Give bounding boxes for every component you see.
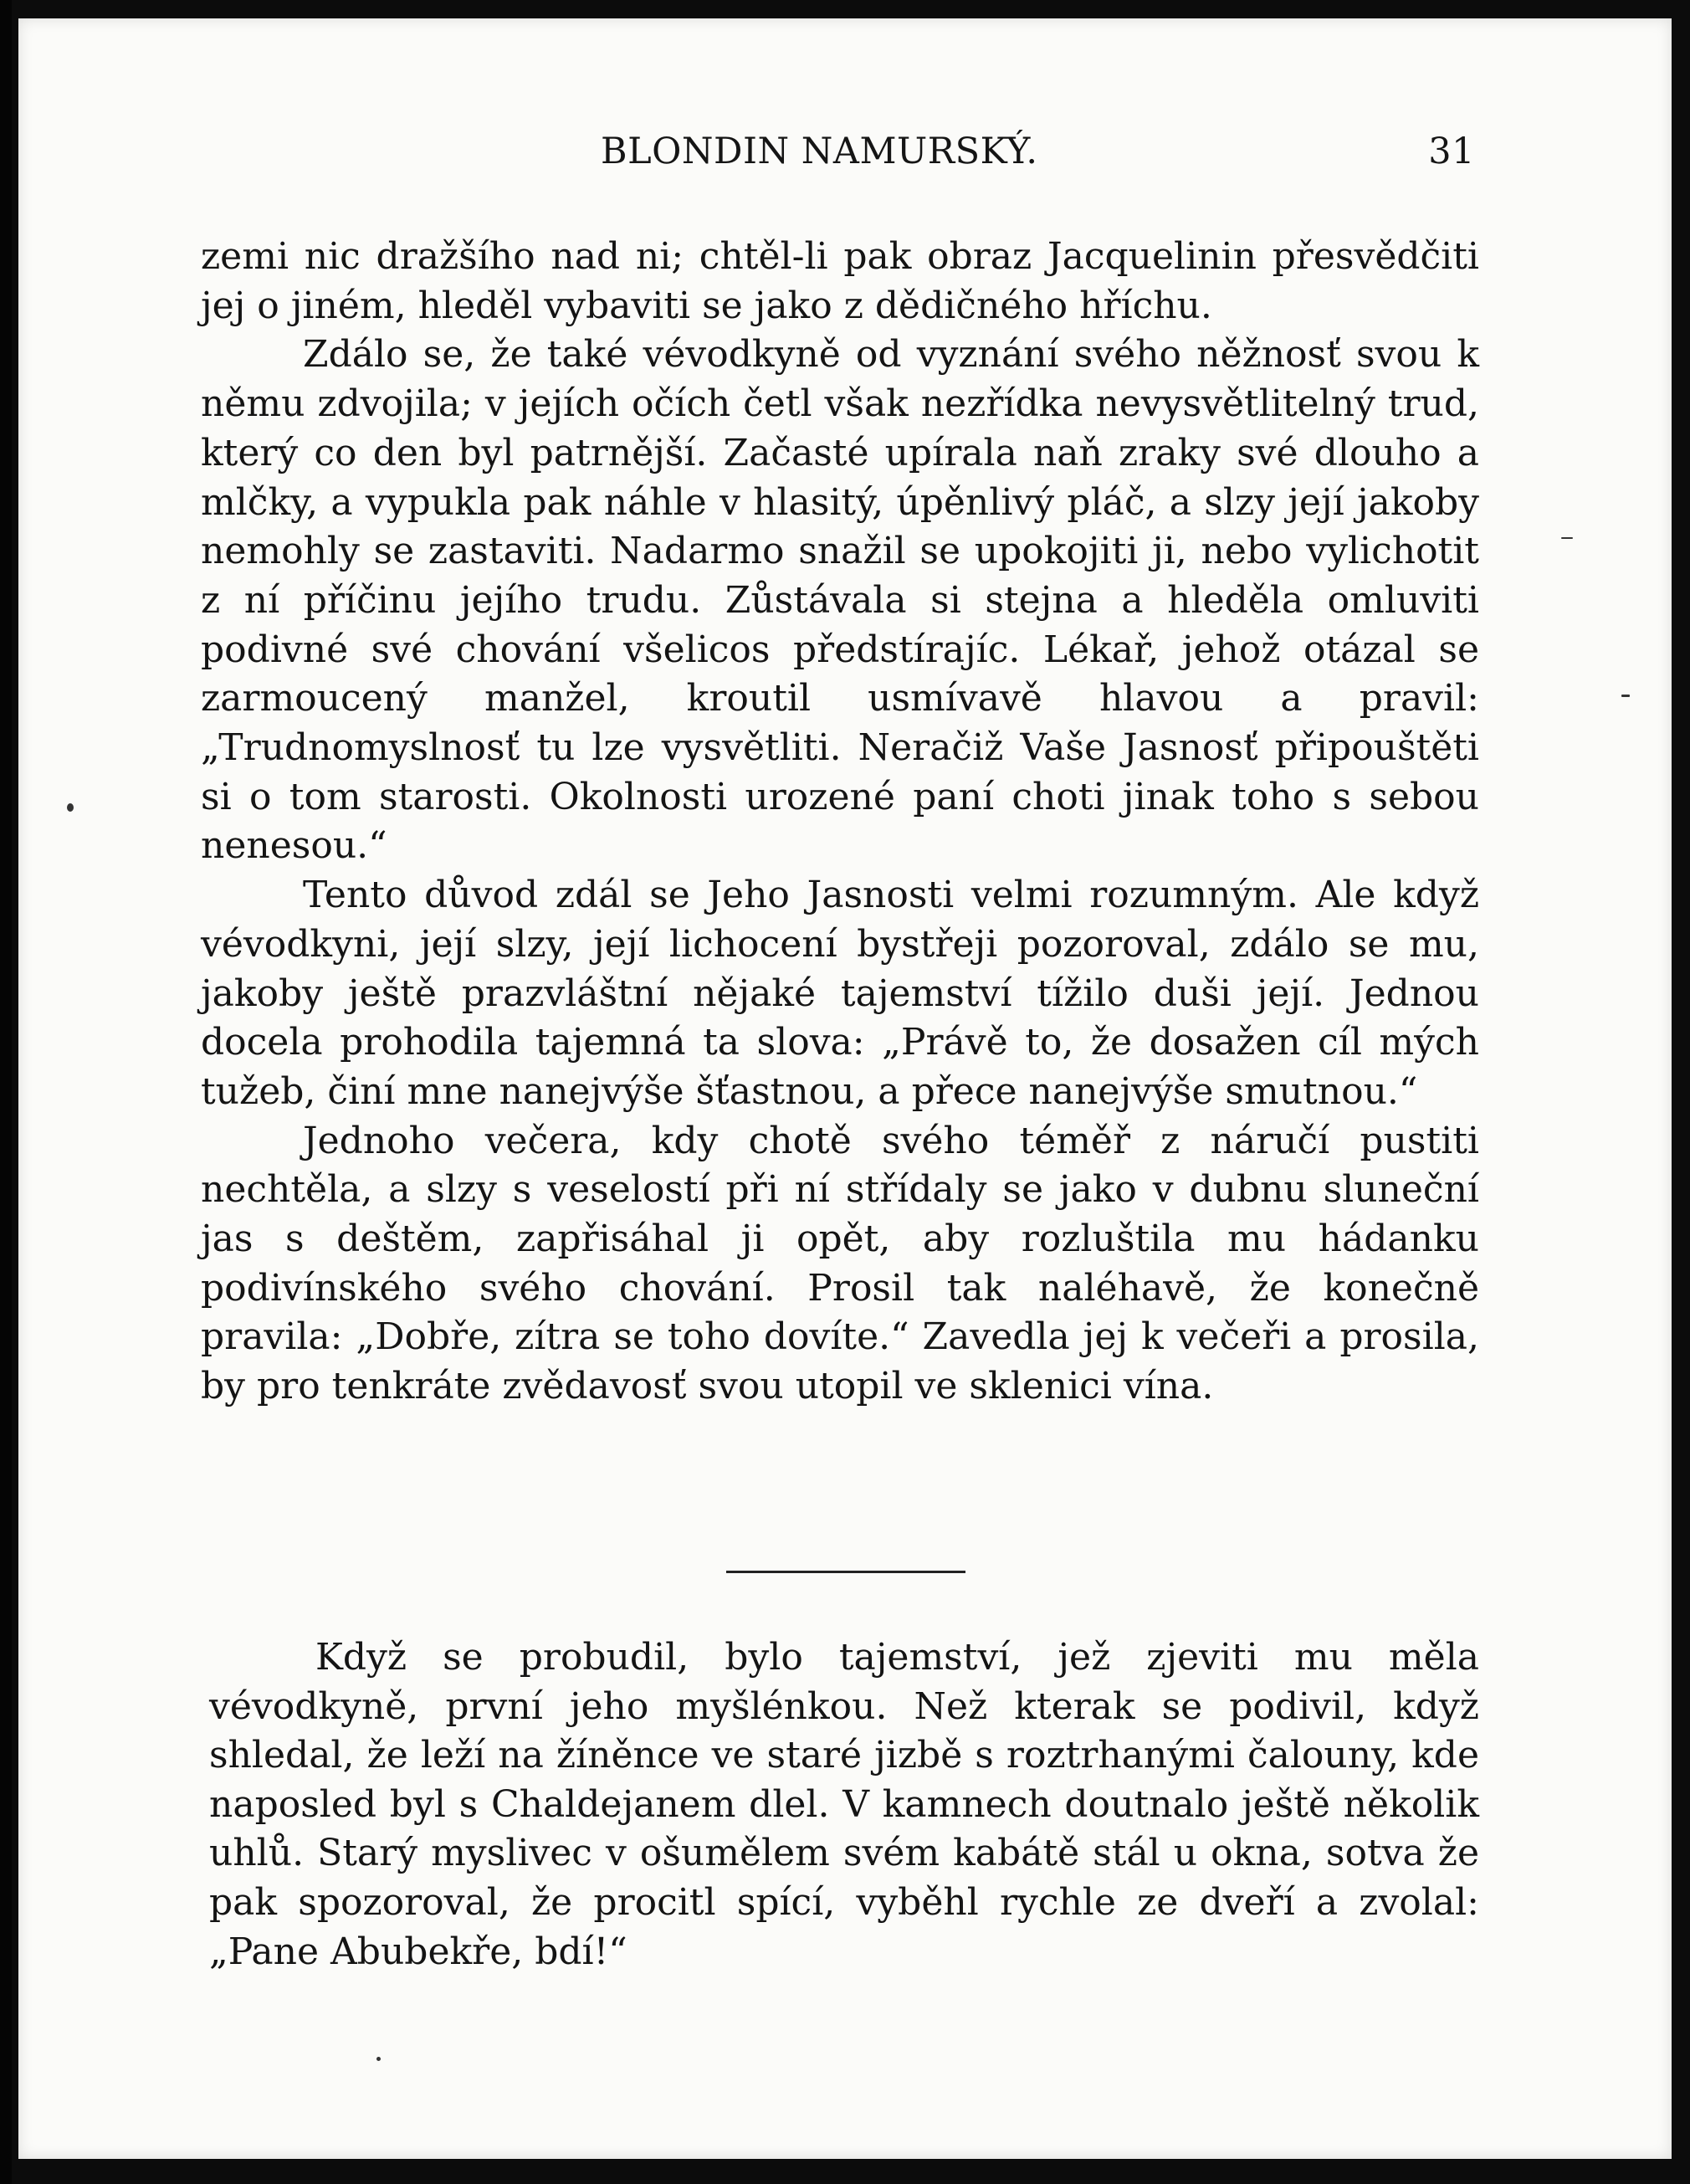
paragraph-continued: zemi nic dražšího nad ni; chtěl-li pak obraz Jacquelinin přesvědčiti jej o jiném, hleděl vybaviti se jako z dědičného hříchu. xyxy=(201,235,1479,327)
page-header xyxy=(601,131,1475,177)
section-divider xyxy=(726,1571,965,1573)
scan-speck xyxy=(376,2057,381,2061)
page-number: 31 xyxy=(1428,131,1475,172)
scan-speck xyxy=(1621,695,1630,697)
main-text-section-2 xyxy=(209,1633,1479,1976)
scan-speck xyxy=(67,803,74,812)
paragraph: Když se probudil, bylo tajemství, jež zjeviti mu měla vévodkyně, první jeho myšlénkou. Než kterak se podivil, když shledal, že leží na žíněnce ve staré jizbě s roztrhanými čalouny, kde naposled byl s Chaldejanem dlel. V kamnech doutnalo ještě několik uhlů. Starý myslivec v ošumělem svém kabátě stál u okna, sotva že pak spozoroval, že procitl spící, vyběhl rychle ze dveří a zvolal: „Pane Abubekře, bdí!“ xyxy=(209,1636,1479,1973)
paragraph: Zdálo se, že také vévodkyně od vyznání svého něžnosť svou k němu zdvojila; v jejích očích četl však nezřídka nevysvětlitelný trud, který co den byl patrnější. Začasté upírala naň zraky své dlouho a mlčky, a vypukla pak náhle v hlasitý, úpěnlivý pláč, a slzy její jakoby nemohly se zastaviti. Nadarmo snažil se upokojiti ji, nebo vylichotit z ní příčinu jejího trudu. Zůstávala si stejna a hleděla omluviti podivné své chování všelicos předstírajíc. Lékař, jehož otázal se zarmoucený manžel, kroutil usmívavě hlavou a pravil: „Trudnomyslnosť tu lze vysvětliti. Neračiž Vaše Jasnosť připouštěti si o tom starosti. Okolnosti urozené paní choti jinak toho s sebou nenesou.“ xyxy=(201,333,1479,868)
main-text xyxy=(201,233,1479,1412)
paragraph: Jednoho večera, kdy chotě svého téměř z náručí pustiti nechtěla, a slzy s veselostí při ní střídaly se jako v dubnu sluneční jas s deštěm, zapřisáhal ji opět, aby rozluštila mu hádanku podivínského svého chování. Prosil tak naléhavě, že konečně pravila: „Dobře, zítra se toho dovíte.“ Zavedla jej k večeři a prosila, by pro tenkráte zvědavosť svou utopil ve sklenici vína. xyxy=(201,1119,1479,1408)
running-title: BLONDIN NAMURSKÝ. xyxy=(601,131,1038,172)
scan-speck xyxy=(1561,537,1573,539)
paragraph: Tento důvod zdál se Jeho Jasnosti velmi rozumným. Ale když vévodkyni, její slzy, její lichocení bystřeji pozoroval, zdálo se mu, jakoby ještě prazvláštní nějaké tajemství tížilo duši její. Jednou docela prohodila tajemná ta slova: „Právě to, že dosažen cíl mých tužeb, činí mne nanejvýše šťastnou, a přece nanejvýše smutnou.“ xyxy=(201,874,1479,1113)
scan-edge xyxy=(0,0,12,2184)
